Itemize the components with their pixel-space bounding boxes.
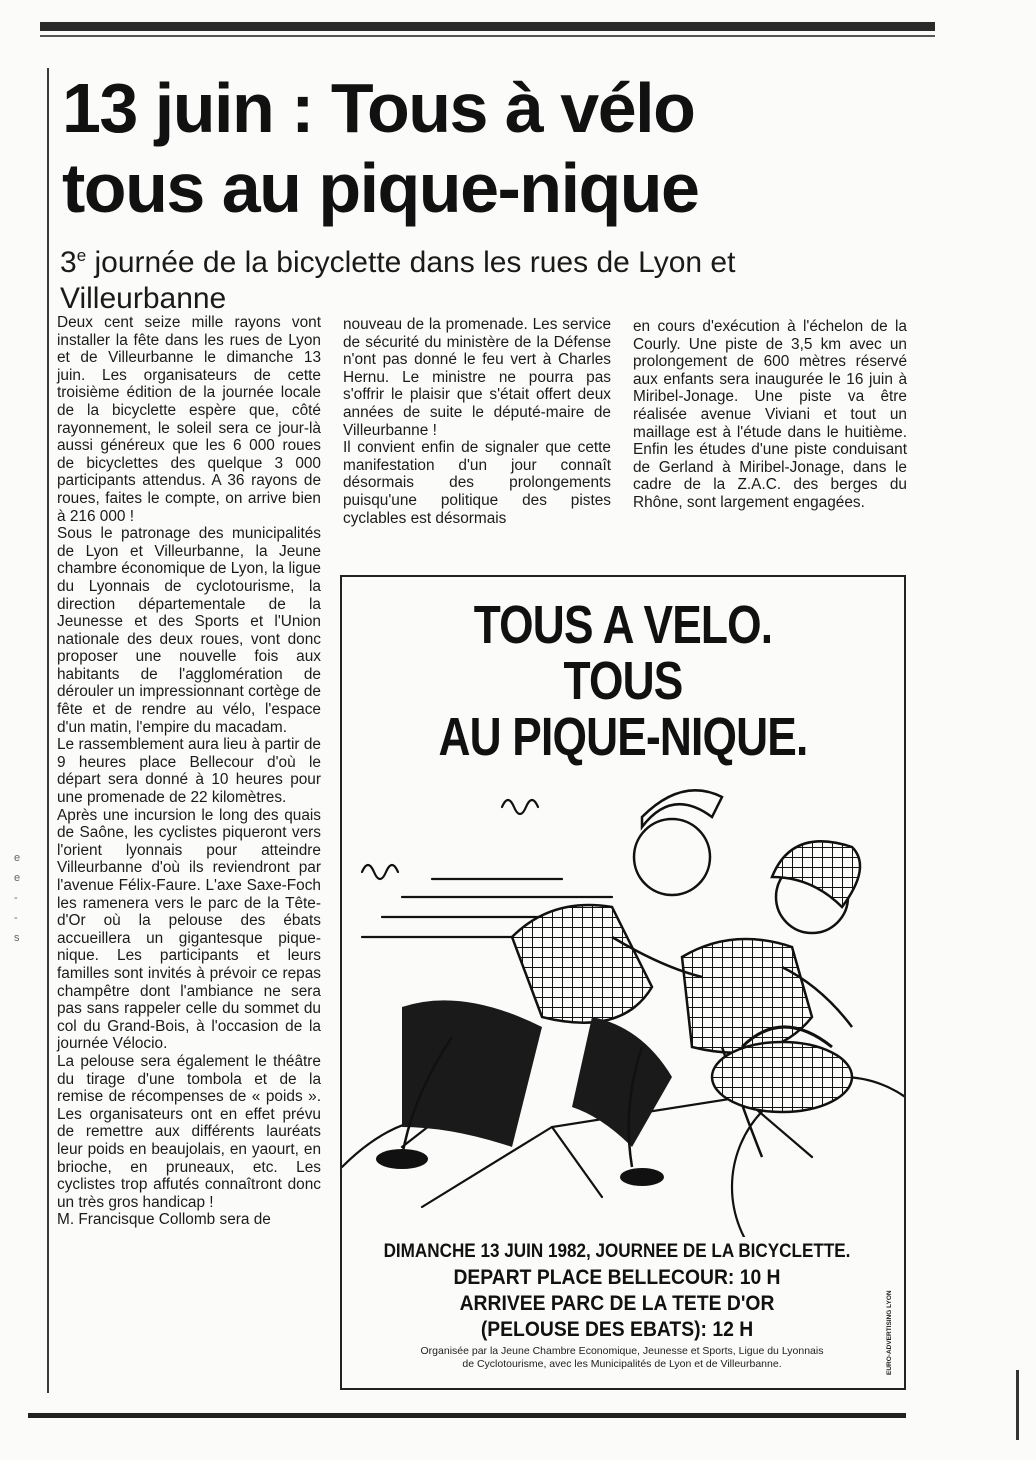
paragraph: nouveau de la promenade. Les service de sécurité du ministère de la Défense n'ont pas donné le feu vert à Charles Hernu. Le ministre ne pourra pas s'offrir le plaisir que s'était offert deux années de suite le député-maire de Villeurbanne ! [343,316,611,439]
ad-organizers-line2: de Cyclotourisme, avec les Municipalités de Lyon et de Villeurbanne. [462,1358,782,1370]
article-column-1 [57,314,321,1229]
paragraph: Deux cent seize mille rayons vont installer la fête dans les rues de Lyon et de Villeurbanne le dimanche 13 juin. Les organisateurs de cette troisième édition de la journée locale de la bicyclette espère que, côté rayonnement, le soleil sera ce jour-là aussi généreux que les 6 000 roues de bicyclettes des quelque 3 000 participants attendus. A 36 rayons de roues, faites le compte, on arrive bien à 216 000 ! [57,314,321,525]
ad-line-1: TOUS A VELO. [473,595,773,655]
right-edge-mark [1016,1370,1019,1440]
ad-info-departure: DEPART PLACE BELLECOUR: 10 H [453,1266,781,1289]
article-column-2 [343,316,611,527]
headline-line2: tous au pique-nique [62,149,699,227]
tandem-cyclists-illustration [342,767,904,1237]
top-rule [40,22,935,31]
paragraph: Après une incursion le long des quais de Saône, les cyclistes piqueront vers l'orient lyonnais pour atteindre Villeurbanne d'où ils reviendront par l'avenue Félix-Faure. L'axe Saxe-Foch les ramenera vers le parc de la Tête-d'Or où la pelouse des ébats accueillera un gigantesque pique-nique. Les participants et leurs familles sont invités à prévoir ce repas champêtre dont l'ambiance ne sera pas sans rappeler celle du sommet du col du Grand-Bois, à l'occasion de la journée Vélocio. [57,806,321,1053]
subhead-number: 3 [60,246,77,279]
subhead-superscript: e [76,246,87,265]
headline-line1: 13 juin : Tous à vélo [62,69,695,147]
ad-info-date: DIMANCHE 13 JUIN 1982, JOURNEE DE LA BICYCLETTE. [383,1241,851,1262]
ad-organizers [372,1345,872,1371]
ad-info-arrival: ARRIVEE PARC DE LA TETE D'OR [459,1292,775,1315]
paragraph: Sous le patronage des municipalités de Lyon et Villeurbanne, la Jeune chambre économique de Lyon, la ligue du Lyonnais de cyclotourisme, la direction départementale de la Jeunesse et des Sports et l'Union nationale des deux roues, vont donc proposer une nouvelle fois aux habitants de l'agglomération de dérouler un impressionnant cortège de fête et de rendre au vélo, l'espace d'un matin, l'empire du macadam. [57,525,321,736]
ad-headline [393,597,854,765]
ad-agency-credit: EURO-ADVERTISING LYON [886,1290,893,1375]
advertisement [340,575,906,1390]
subhead-text: journée de la bicyclette dans les rues de Lyon et Villeurbanne [60,246,736,315]
ad-event-info [352,1239,882,1343]
subheadline [60,238,880,317]
paragraph: La pelouse sera également le théâtre du tirage d'une tombola et de la remise de récompenses de « poids ». Les organisateurs ont en effet prévu de remettre aux différents lauréats leur poids en beaujolais, en yaourt, en brioche, en pruneaux, etc. Les cyclistes trop affutés connaîtront donc un très gros handicap ! [57,1052,321,1211]
ad-line-2: TOUS [563,651,683,711]
bottom-rule [28,1413,906,1418]
left-column-rule [47,68,49,1393]
paragraph: Le rassemblement aura lieu à partir de 9 heures place Bellecour d'où le départ sera donné à 10 heures pour une promenade de 22 kilomètres. [57,736,321,807]
ad-line-3: AU PIQUE-NIQUE. [438,707,808,767]
paragraph: Il convient enfin de signaler que cette manifestation d'un jour connaît désormais des prolongements puisqu'une politique des pistes cyclables est désormais [343,439,611,527]
margin-marks: e e - - s [14,852,21,944]
ad-organizers-line1: Organisée par la Jeune Chambre Economique, Jeunesse et Sports, Ligue du Lyonnais [420,1345,824,1357]
paragraph: M. Francisque Collomb sera de [57,1211,271,1229]
article-column-3 [633,318,907,512]
top-thin-rule [40,35,935,37]
ad-info-lawn: (PELOUSE DES EBATS): 12 H [480,1318,754,1341]
paragraph: en cours d'exécution à l'échelon de la Courly. Une piste de 3,5 km avec un prolongement de 600 mètres réservé aux enfants sera inaugurée le 16 juin à Miribel-Jonage. Une piste va être réalisée avenue Viviani et tout un maillage est à l'étude dans le huitième. Enfin les études d'une piste conduisant de Gerland à Miribel-Jonage, dans le cadre de la Z.A.C. des berges du Rhône, sont largement engagées. [633,318,907,511]
headline [62,68,922,228]
